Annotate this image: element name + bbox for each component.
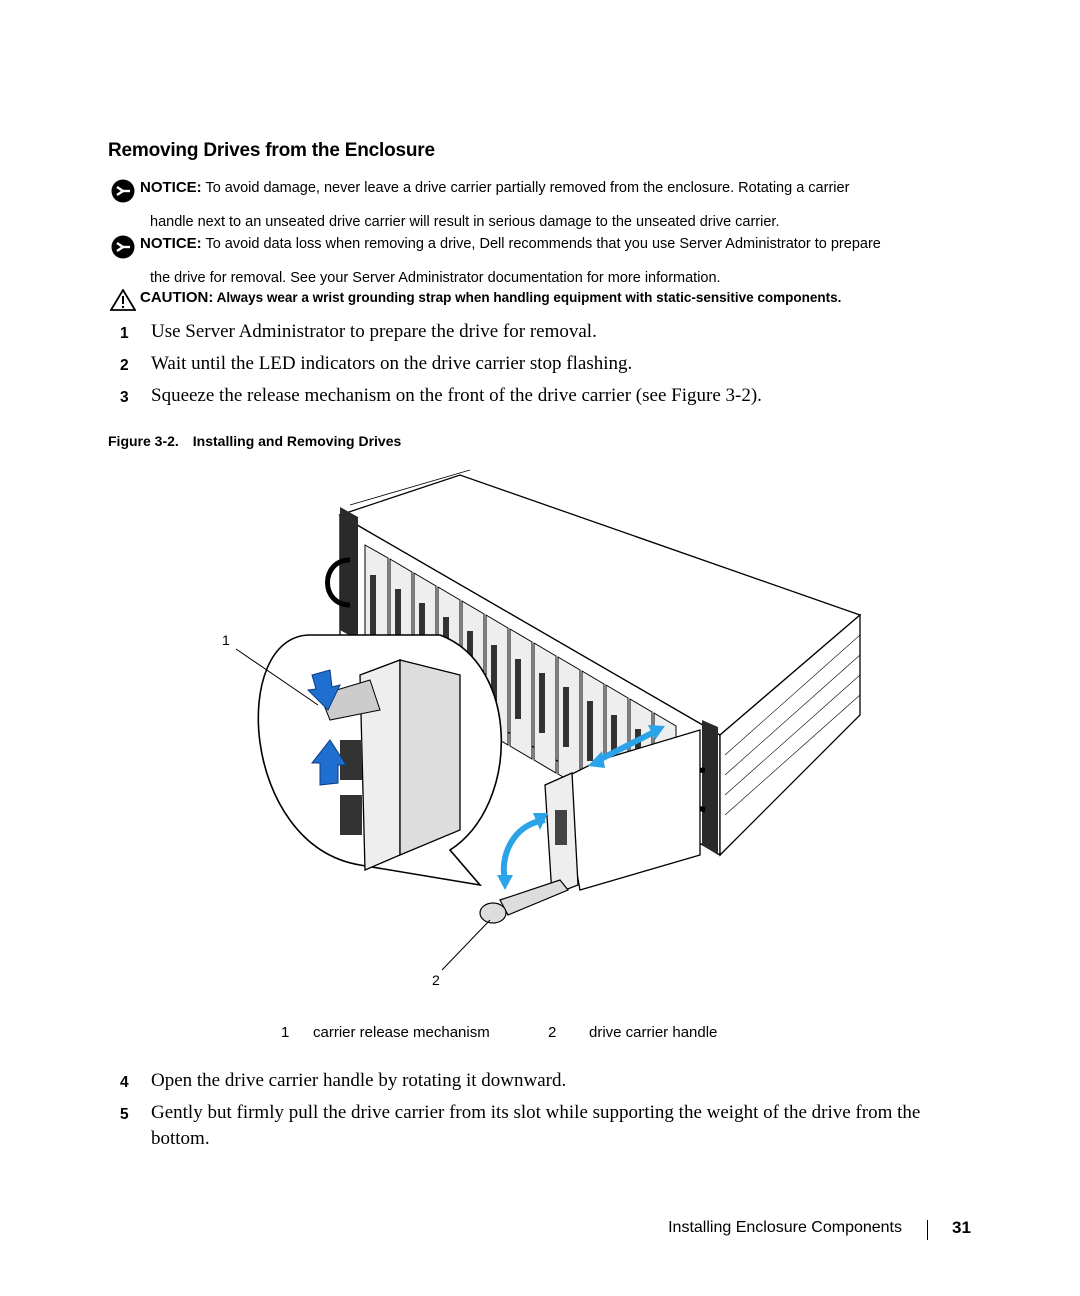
footer-chapter: Installing Enclosure Components bbox=[668, 1219, 902, 1236]
step-number: 5 bbox=[120, 1106, 129, 1123]
notice-1 bbox=[110, 177, 980, 233]
left-mounting-ear bbox=[340, 507, 358, 640]
notice-keyword: NOTICE: bbox=[140, 235, 202, 252]
notice-text: To avoid damage, never leave a drive carrier partially removed from the enclosure. Rotating a carrier bbox=[205, 180, 850, 196]
step-text: Gently but firmly pull the drive carrier from its slot while supporting the weight of the drive from the bbox=[151, 1102, 921, 1123]
callout-line-2 bbox=[442, 920, 490, 970]
step-number: 3 bbox=[120, 389, 129, 406]
notice-text: To avoid data loss when removing a drive, Dell recommends that you use Server Administrator to prepare bbox=[205, 236, 881, 252]
step-2 bbox=[120, 351, 980, 379]
step-4 bbox=[120, 1068, 980, 1096]
notice-keyword: NOTICE: bbox=[140, 179, 202, 196]
step-5 bbox=[120, 1100, 980, 1152]
notice-text-cont: handle next to an unseated drive carrier will result in serious damage to the unseated drive carrier. bbox=[150, 214, 780, 230]
caution-text: Always wear a wrist grounding strap when handling equipment with static-sensitive components. bbox=[216, 290, 842, 305]
caution bbox=[110, 289, 990, 314]
step-number: 2 bbox=[120, 357, 129, 374]
detail-zoom bbox=[258, 635, 501, 885]
figure-caption bbox=[108, 433, 401, 449]
caution-triangle-icon bbox=[110, 289, 140, 314]
step-text: Open the drive carrier handle by rotating it downward. bbox=[151, 1070, 567, 1091]
right-mounting-ear bbox=[702, 720, 718, 855]
step-1 bbox=[120, 319, 980, 347]
enclosure-illustration bbox=[200, 465, 880, 995]
callout-1: 1 bbox=[222, 632, 230, 648]
legend-num-2: 2 bbox=[548, 1024, 557, 1041]
legend-label-2: drive carrier handle bbox=[589, 1024, 718, 1041]
step-text: Wait until the LED indicators on the drive carrier stop flashing. bbox=[151, 353, 633, 374]
caution-keyword: CAUTION: bbox=[140, 289, 214, 306]
notice-text-cont: the drive for removal. See your Server Administrator documentation for more information. bbox=[150, 270, 721, 286]
notice-2 bbox=[110, 233, 980, 289]
figure-title: Installing and Removing Drives bbox=[192, 433, 402, 449]
footer-divider bbox=[927, 1220, 928, 1240]
section-title: Removing Drives from the Enclosure bbox=[108, 140, 435, 161]
step-3 bbox=[120, 383, 980, 411]
step-number: 1 bbox=[120, 325, 129, 342]
step-text: Squeeze the release mechanism on the front of the drive carrier (see Figure 3-2). bbox=[151, 385, 762, 406]
notice-icon bbox=[110, 234, 140, 267]
rotate-arrowhead-bottom-icon bbox=[497, 875, 513, 890]
legend-label-1: carrier release mechanism bbox=[313, 1024, 490, 1041]
legend-num-1: 1 bbox=[281, 1024, 290, 1041]
notice-icon bbox=[110, 178, 140, 211]
page-number: 31 bbox=[952, 1218, 971, 1237]
figure-label: Figure 3-2. bbox=[108, 433, 179, 449]
step-text-cont: bottom. bbox=[151, 1128, 210, 1149]
step-number: 4 bbox=[120, 1074, 129, 1091]
step-text: Use Server Administrator to prepare the drive for removal. bbox=[151, 321, 597, 342]
rotate-arrow-icon bbox=[504, 820, 545, 880]
callout-2: 2 bbox=[432, 972, 440, 988]
